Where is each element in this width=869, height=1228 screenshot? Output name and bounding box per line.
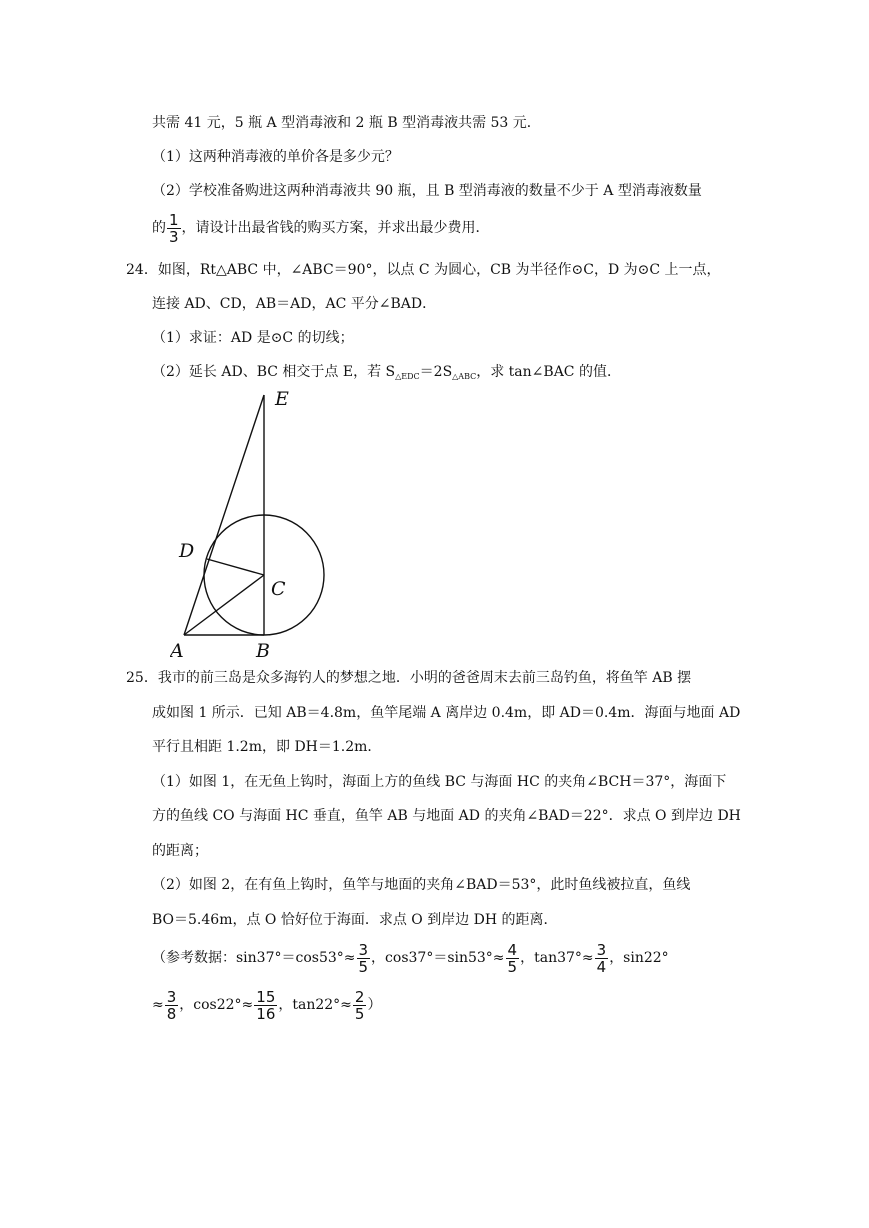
label-c: C [271, 578, 286, 600]
q25-part-1-line-3: 的距离； [152, 843, 208, 859]
label-b: B [256, 640, 270, 662]
fraction-numerator: 3 [358, 940, 369, 959]
q23-part-2-line-2 [152, 210, 490, 246]
fraction-numerator: 15 [256, 987, 276, 1006]
fraction [165, 989, 179, 1022]
q25-part-1-line-1: （1）如图 1，在无鱼上钩时，海面上方的鱼线 BC 与海面 HC 的夹角∠BCH＝37°，海面下 [152, 774, 727, 790]
area-subscript-edc: △EDC [395, 372, 420, 381]
fraction-denominator: 5 [358, 957, 369, 976]
reference-data-line-1 [152, 938, 669, 978]
q23-part-2-line-1: （2）学校准备购进这两种消毒液共 90 瓶，且 B 型消毒液的数量不少于 A 型消毒液数量 [152, 183, 702, 199]
q24-part-2-post: ，求 tan∠BAC 的值． [476, 364, 621, 380]
label-a: A [170, 640, 184, 662]
ref-text: ，cos22°≈ [179, 997, 254, 1013]
q25-part-1-line-2: 方的鱼线 CO 与海面 HC 垂直，鱼竿 AB 与地面 AD 的夹角∠BAD＝22°．求点 O 到岸边 DH [152, 808, 741, 824]
ref-text: ，tan37°≈ [520, 950, 594, 966]
q25-part-2-line-2: BO＝5.46m，点 O 恰好位于海面．求点 O 到岸边 DH 的距离． [152, 912, 558, 928]
ref-text: ） [367, 997, 382, 1013]
reference-data-line-2 [152, 985, 381, 1025]
ref-text: ，sin22° [609, 950, 669, 966]
q23-part-1: （1）这两种消毒液的单价各是多少元？ [152, 149, 399, 165]
label-e: E [275, 388, 289, 410]
q24-line-2: 连接 AD、CD，AB＝AD，AC 平分∠BAD． [152, 296, 437, 312]
q24-line-1: 24．如图，Rt△ABC 中，∠ABC＝90°，以点 C 为圆心，CB 为半径作⊙C，D 为⊙C 上一点， [126, 262, 721, 278]
line-ac [184, 575, 264, 635]
fraction-numerator: 4 [507, 940, 518, 959]
ref-text: （参考数据：sin37°＝cos53°≈ [152, 950, 356, 966]
label-d: D [179, 540, 195, 562]
fraction [254, 989, 277, 1022]
q24-part-2 [152, 362, 621, 387]
fraction [353, 989, 367, 1022]
q25-line-2: 成如图 1 所示．已知 AB＝4.8m，鱼竿尾端 A 离岸边 0.4m，即 AD＝0.4m．海面与地面 AD [152, 705, 741, 721]
q23-part-2-post: ，请设计出最省钱的购买方案，并求出最少费用． [181, 220, 490, 236]
fraction-numerator: 3 [596, 940, 607, 959]
q25-line-3: 平行且相距 1.2m，即 DH＝1.2m． [152, 739, 382, 755]
q24-part-2-mid: ＝2S [419, 364, 453, 380]
q25-part-2-line-1: （2）如图 2，在有鱼上钩时，鱼竿与地面的夹角∠BAD＝53°，此时鱼线被拉直，鱼线 [152, 877, 691, 893]
fraction [595, 942, 609, 975]
q24-part-1: （1）求证：AD 是⊙C 的切线； [152, 330, 354, 346]
fraction-denominator: 16 [256, 1004, 276, 1023]
fraction [167, 212, 181, 245]
line-ae [184, 395, 264, 635]
fraction-denominator: 8 [166, 1004, 177, 1023]
fraction [357, 942, 371, 975]
ref-text: ，cos37°＝sin53°≈ [371, 950, 505, 966]
fraction [506, 942, 520, 975]
area-subscript-abc: △ABC [452, 372, 477, 381]
fraction-numerator: 3 [166, 987, 177, 1006]
ref-text: ≈ [152, 997, 164, 1013]
fraction-denominator: 5 [507, 957, 518, 976]
ref-text: ，tan22°≈ [278, 997, 352, 1013]
line-dc [207, 559, 264, 575]
geometry-figure [170, 385, 340, 665]
q23-line-1: 共需 41 元，5 瓶 A 型消毒液和 2 瓶 B 型消毒液共需 53 元． [152, 115, 541, 131]
fraction-numerator: 2 [354, 987, 365, 1006]
fraction-denominator: 4 [596, 957, 607, 976]
q24-part-2-pre: （2）延长 AD、BC 相交于点 E，若 S [152, 364, 396, 380]
q23-part-2-pre: 的 [152, 220, 166, 236]
fraction-denominator: 3 [169, 227, 179, 246]
fraction-denominator: 5 [354, 1004, 365, 1023]
fraction-numerator: 1 [169, 210, 179, 229]
q25-line-1: 25．我市的前三岛是众多海钓人的梦想之地．小明的爸爸周末去前三岛钓鱼，将鱼竿 AB 摆 [126, 670, 692, 686]
